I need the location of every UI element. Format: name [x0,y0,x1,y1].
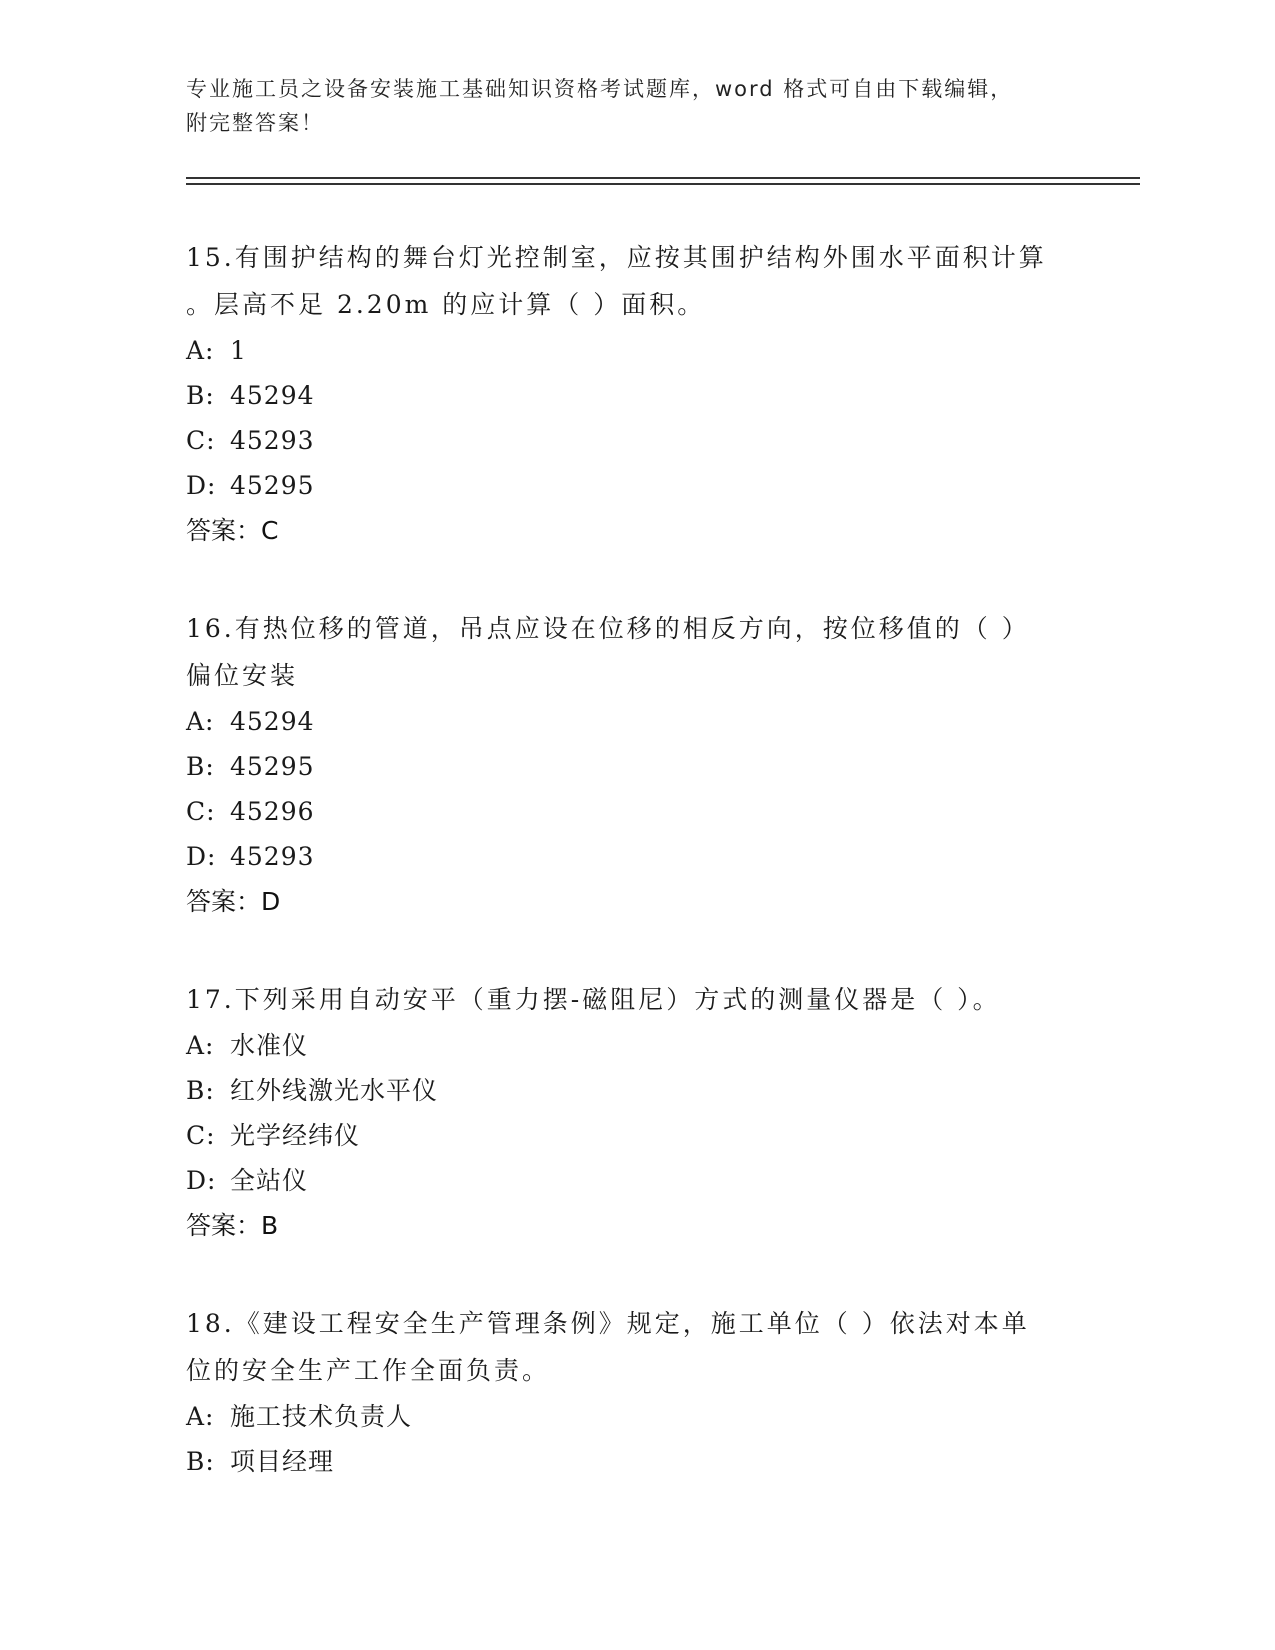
question-16 [186,605,1086,925]
answer-line: 答案：C [186,516,279,545]
question-text-line: 。层高不足 2.20m 的应计算（ ）面积。 [186,290,706,319]
option-a [186,328,1086,373]
option-text: 45293 [230,842,315,871]
option-letter: D: [186,842,217,871]
question-text-line: 偏位安装 [186,661,299,690]
question-text-line: 15.有围护结构的舞台灯光控制室，应按其围护结构外围水平面积计算 [186,243,1047,272]
option-c [186,418,1086,463]
option-text: 45294 [230,707,315,736]
answer-line: 答案：B [186,1211,279,1240]
option-text: 45295 [230,752,315,781]
option-text: 45295 [230,471,315,500]
option-text: 光学经纬仪 [230,1121,361,1150]
header-divider-top [186,177,1140,179]
option-a [186,1023,1086,1068]
header-divider-bottom [186,183,1140,185]
option-letter: D: [186,1166,217,1195]
question-text-line: 16.有热位移的管道，吊点应设在位移的相反方向，按位移值的（ ） [186,614,1030,643]
option-text: 红外线激光水平仪 [230,1076,439,1105]
option-d [186,1158,1086,1203]
option-b [186,1439,1086,1484]
option-letter: A: [186,1402,215,1431]
option-text: 1 [230,336,247,365]
question-list [186,234,1086,1535]
option-b [186,1068,1086,1113]
option-c [186,789,1086,834]
question-text-line: 位的安全生产工作全面负责。 [186,1356,551,1385]
header-line-2: 附完整答案！ [186,111,324,135]
option-b [186,744,1086,789]
option-text: 45293 [230,426,315,455]
option-text: 水准仪 [230,1031,309,1060]
option-text: 45294 [230,381,315,410]
option-text: 施工技术负责人 [230,1402,413,1431]
option-letter: C: [186,797,216,826]
question-text-line: 18.《建设工程安全生产管理条例》规定，施工单位（ ）依法对本单 [186,1309,1030,1338]
question-17 [186,976,1086,1249]
answer-line: 答案：D [186,887,281,916]
option-letter: B: [186,752,215,781]
option-d [186,463,1086,508]
option-letter: A: [186,707,215,736]
header-line-1: 专业施工员之设备安装施工基础知识资格考试题库，word 格式可自由下载编辑， [186,77,1014,101]
option-letter: A: [186,336,215,365]
question-text-line: 17.下列采用自动安平（重力摆-磁阻尼）方式的测量仪器是（ ）。 [186,985,1001,1014]
option-a [186,699,1086,744]
option-letter: D: [186,471,217,500]
option-c [186,1113,1086,1158]
option-text: 项目经理 [230,1447,335,1476]
option-text: 45296 [230,797,315,826]
option-letter: B: [186,381,215,410]
option-text: 全站仪 [230,1166,309,1195]
question-15 [186,234,1086,554]
option-letter: C: [186,1121,216,1150]
document-header [186,72,1086,140]
option-d [186,834,1086,879]
option-letter: B: [186,1076,215,1105]
question-18 [186,1300,1086,1484]
option-a [186,1394,1086,1439]
option-letter: B: [186,1447,215,1476]
option-letter: C: [186,426,216,455]
option-b [186,373,1086,418]
option-letter: A: [186,1031,215,1060]
